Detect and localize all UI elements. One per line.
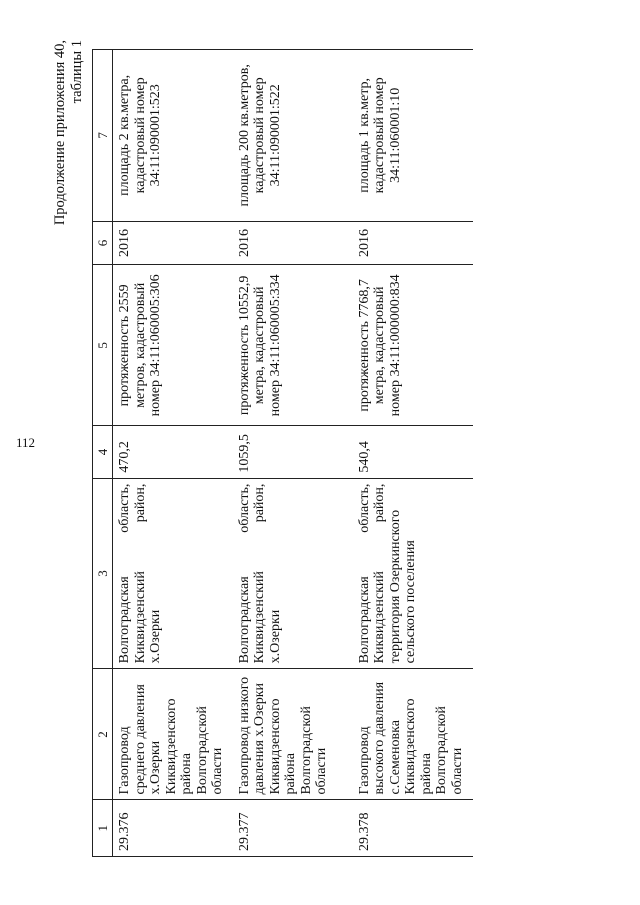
address-line: Волгоградская область, — [236, 483, 252, 664]
header-col-3: 3 — [93, 478, 113, 669]
object-value: 540,4 — [353, 426, 473, 478]
header-col-1: 1 — [93, 800, 113, 857]
object-address — [233, 478, 353, 669]
row-number: 29.377 — [233, 800, 353, 857]
table-caption — [52, 40, 86, 225]
table-row — [353, 50, 473, 857]
object-name: Газопровод низкого давления х.Озерки Киквидзенского района Волгоградской области — [233, 669, 353, 800]
header-col-2: 2 — [93, 669, 113, 800]
property-table — [92, 49, 473, 857]
row-number: 29.378 — [353, 800, 473, 857]
header-col-4: 4 — [93, 426, 113, 478]
object-note: площадь 200 кв.метров, кадастровый номер 34:11:090001:522 — [233, 50, 353, 222]
address-line: Волгоградская область, — [356, 483, 372, 664]
object-value: 1059,5 — [233, 426, 353, 478]
table-row — [233, 50, 353, 857]
page-number: 112 — [16, 435, 36, 450]
address-line: Киквидзенский район, — [372, 483, 387, 664]
object-name: Газопровод высокого давления с.Семеновка Киквидзенского района Волгоградской области — [353, 669, 473, 800]
address-rest: х.Озерки — [267, 609, 283, 664]
object-address — [113, 478, 233, 669]
address-rest: х.Озерки — [148, 609, 163, 664]
row-number: 29.376 — [113, 800, 233, 857]
object-note: площадь 1 кв.метр, кадастровый номер 34:11:060001:10 — [353, 50, 473, 222]
table-row — [113, 50, 233, 857]
object-address — [353, 478, 473, 669]
object-year: 2016 — [233, 221, 353, 265]
object-description: протяженность 7768,7 метра, кадастровый номер 34:11:000000:834 — [353, 265, 473, 426]
object-note: площадь 2 кв.метра, кадастровый номер 34:11:090001:523 — [113, 50, 233, 222]
object-year: 2016 — [353, 221, 473, 265]
object-value: 470,2 — [113, 426, 233, 478]
object-description: протяженность 2559 метров, кадастровый номер 34:11:060005:306 — [113, 265, 233, 426]
address-line: Киквидзенский район, — [252, 483, 267, 664]
address-line: Киквидзенский район, — [132, 483, 148, 664]
header-col-7: 7 — [93, 50, 113, 222]
header-col-6: 6 — [93, 221, 113, 265]
caption-line-2: таблицы 1 — [69, 40, 85, 104]
header-col-5: 5 — [93, 265, 113, 426]
object-year: 2016 — [113, 221, 233, 265]
object-description: протяженность 10552,9 метра, кадастровый номер 34:11:060005:334 — [233, 265, 353, 426]
object-name: Газопровод среднего давления х.Озерки Киквидзенского района Волгоградской области — [113, 669, 233, 800]
caption-line-1: Продолжение приложения 40, — [52, 40, 68, 226]
header-row — [93, 50, 113, 857]
address-rest: территория Озеркинского сельского поселения — [387, 509, 418, 664]
address-line: Волгоградская область, — [117, 483, 132, 664]
